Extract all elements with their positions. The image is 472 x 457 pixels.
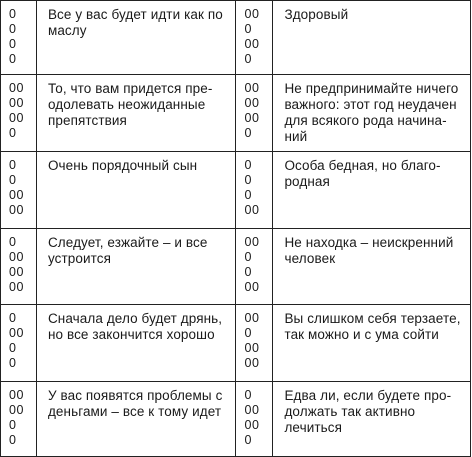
code-line: 0 <box>9 356 17 370</box>
code-line: 00 <box>244 403 260 417</box>
code-line: 0 <box>9 52 17 66</box>
code-line: 0 <box>244 265 252 279</box>
code-line: 0 <box>244 126 252 140</box>
code-line: 00 <box>9 388 24 402</box>
code-line: 00 <box>9 265 24 279</box>
code-line: 00 <box>9 188 24 202</box>
code-right <box>236 152 274 228</box>
code-line: 00 <box>9 203 24 217</box>
code-line: 0 <box>9 37 17 51</box>
text-right: Здоровый <box>273 1 471 74</box>
code-line: 00 <box>9 250 24 264</box>
code-line: 00 <box>244 418 260 432</box>
code-line: 0 <box>9 173 17 187</box>
text-right: Особа бедная, но благо- родная <box>273 152 471 228</box>
code-line: 00 <box>244 37 260 51</box>
code-left <box>1 229 37 304</box>
code-right <box>236 229 274 304</box>
table-row <box>1 229 471 305</box>
code-line: 0 <box>9 341 17 355</box>
code-line: 00 <box>244 81 260 95</box>
code-line: 0 <box>244 326 252 340</box>
code-right <box>236 305 274 381</box>
code-line: 00 <box>9 326 24 340</box>
text-left: Очень порядочный сын <box>37 152 236 228</box>
code-line: 00 <box>244 96 260 110</box>
code-line: 00 <box>244 111 260 125</box>
code-line: 0 <box>9 418 17 432</box>
code-line: 0 <box>9 433 17 447</box>
text-right: Не находка – неискренний человек <box>273 229 471 304</box>
table-row <box>1 75 471 152</box>
code-line: 00 <box>9 403 24 417</box>
text-right: Не предпринимайте ничего важного: этот год неудачен для всякого рода начина- ний <box>273 75 471 151</box>
code-line: 0 <box>244 22 252 36</box>
code-line: 0 <box>9 235 17 249</box>
code-right <box>236 75 274 151</box>
code-left <box>1 152 37 228</box>
code-line: 00 <box>9 81 24 95</box>
table-row <box>1 1 471 75</box>
code-line: 0 <box>244 158 252 172</box>
text-left: У вас появятся проблемы с деньгами – все к тому идет <box>37 382 236 456</box>
code-line: 00 <box>9 111 24 125</box>
table-row <box>1 152 471 229</box>
text-right: Едва ли, если будете про- должать так активно лечиться <box>273 382 471 456</box>
code-line: 00 <box>244 203 260 217</box>
code-left <box>1 382 37 456</box>
table-row <box>1 382 471 457</box>
code-line: 00 <box>244 280 260 294</box>
table-row <box>1 305 471 382</box>
code-line: 0 <box>9 158 17 172</box>
text-left: Сначала дело будет дрянь, но все закончится хорошо <box>37 305 236 381</box>
code-right <box>236 1 274 74</box>
code-line: 00 <box>9 96 24 110</box>
code-line: 00 <box>244 311 260 325</box>
code-left <box>1 75 37 151</box>
code-line: 0 <box>244 388 252 402</box>
code-line: 0 <box>9 7 17 21</box>
code-line: 00 <box>244 235 260 249</box>
code-left <box>1 305 37 381</box>
code-left <box>1 1 37 74</box>
text-right: Вы слишком себя терзаете, так можно и с ума сойти <box>273 305 471 381</box>
code-line: 0 <box>9 126 17 140</box>
code-line: 00 <box>244 356 260 370</box>
code-line: 0 <box>9 311 17 325</box>
code-line: 0 <box>244 188 252 202</box>
code-line: 0 <box>244 173 252 187</box>
text-left: То, что вам придется пре- одолевать неожиданные препятствия <box>37 75 236 151</box>
code-line: 00 <box>9 280 24 294</box>
code-line: 0 <box>244 250 252 264</box>
code-line: 0 <box>244 52 252 66</box>
text-left: Все у вас будет идти как по маслу <box>37 1 236 74</box>
code-right <box>236 382 274 456</box>
code-line: 0 <box>9 22 17 36</box>
code-line: 00 <box>244 7 260 21</box>
text-left: Следует, езжайте – и все устроится <box>37 229 236 304</box>
code-line: 0 <box>244 433 252 447</box>
code-line: 00 <box>244 341 260 355</box>
